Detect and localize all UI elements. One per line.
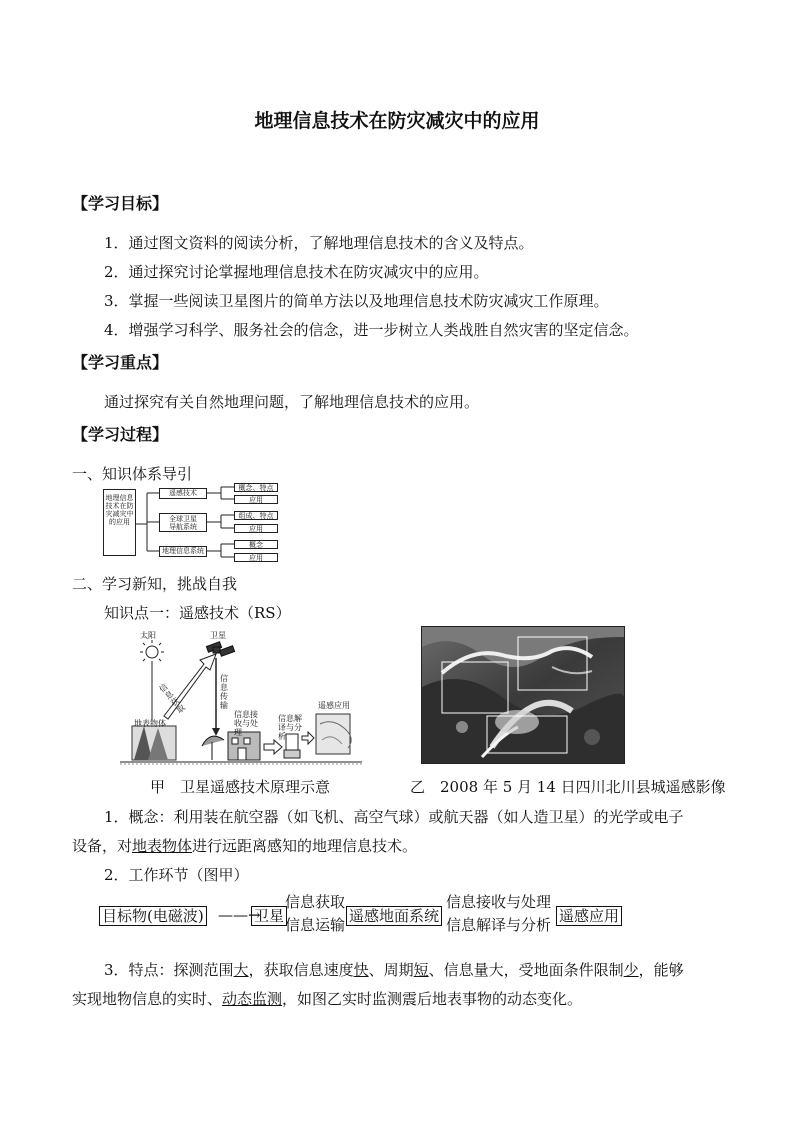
label-transmit: 信息传输 xyxy=(220,674,228,710)
knowledge-mindmap xyxy=(103,484,279,564)
workflow-ground-system: 遥感地面系统 xyxy=(346,906,442,926)
mindmap-leaf: 组成、特点 xyxy=(234,511,278,520)
goal-item: 2．通过探究讨论掌握地理信息技术在防灾减灾中的应用。 xyxy=(104,263,489,281)
mindmap-branch: 全球卫星导航系统 xyxy=(159,513,207,532)
part1-heading: 一、知识体系导引 xyxy=(72,465,193,483)
focus-heading: 【学习重点】 xyxy=(72,353,169,372)
mindmap-branch: 地理信息系统 xyxy=(159,546,207,557)
label-satellite: 卫星 xyxy=(210,631,226,640)
goal-item: 3．掌握一些阅读卫星图片的简单方法以及地理信息技术防灾减灾工作原理。 xyxy=(104,292,609,310)
mindmap-leaf: 应用 xyxy=(234,553,278,562)
label-acquire: 信息获取 xyxy=(157,682,187,716)
workflow-target: 目标物(电磁波) xyxy=(99,906,207,926)
workflow-receive: 信息接收与处理 xyxy=(446,893,552,911)
concept-line1: 1．概念：利用装在航空器（如飞机、高空气球）或航天器（如人造卫星）的光学或电子 xyxy=(104,808,684,826)
figure-a-caption: 甲 卫星遥感技术原理示意 xyxy=(150,778,331,796)
figure-a-diagram xyxy=(112,628,372,766)
features-line2: 实现地物信息的实时、动态监测，如图乙实时监测震后地表事物的动态变化。 xyxy=(72,990,583,1008)
goal-item: 4．增强学习科学、服务社会的信念，进一步树立人类战胜自然灾害的坚定信念。 xyxy=(104,321,639,339)
goals-heading: 【学习目标】 xyxy=(72,194,169,213)
concept-line2: 设备，对地表物体进行远距离感知的地理信息技术。 xyxy=(72,837,418,855)
mindmap-leaf: 概念、特点 xyxy=(234,483,278,492)
page-title: 地理信息技术在防灾减灾中的应用 xyxy=(254,110,540,132)
knowledge-point-heading: 知识点一：遥感技术（RS） xyxy=(104,604,291,622)
figure-b-satellite-image xyxy=(421,626,625,764)
workflow-heading: 2．工作环节（图甲） xyxy=(104,866,249,884)
part2-heading: 二、学习新知，挑战自我 xyxy=(72,575,238,593)
process-heading: 【学习过程】 xyxy=(72,425,169,444)
workflow-transmit: 信息运输 xyxy=(285,916,346,934)
label-object: 地表物体 xyxy=(134,719,166,728)
figure-b-caption: 乙 2008 年 5 月 14 日四川北川县城遥感影像 xyxy=(410,778,726,796)
workflow-acquire: 信息获取 xyxy=(285,893,346,911)
workflow-application: 遥感应用 xyxy=(556,906,622,926)
mindmap-leaf: 概念 xyxy=(234,540,278,549)
workflow-satellite: 卫星 xyxy=(251,906,287,926)
sun-icon xyxy=(140,640,164,664)
label-application: 遥感应用 xyxy=(318,701,350,710)
goal-item: 1．通过图文资料的阅读分析，了解地理信息技术的含义及特点。 xyxy=(104,234,534,252)
workflow-interpret: 信息解译与分析 xyxy=(446,916,552,934)
label-receive: 信息接收与处理 xyxy=(234,710,258,737)
satellite-image xyxy=(422,627,624,763)
figure-a-graphic xyxy=(112,628,372,766)
concept-underline: 地表物体 xyxy=(132,837,193,855)
satellite-icon xyxy=(206,642,234,656)
mindmap-leaf: 应用 xyxy=(234,524,278,533)
mindmap-branch: 遥感技术 xyxy=(159,488,207,499)
workflow-arrow: ——→ xyxy=(218,906,261,924)
label-interpret: 信息解译与分析 xyxy=(278,714,302,741)
mindmap-root: 地理信息技术在防灾减灾中的应用 xyxy=(103,489,136,556)
label-sun: 太阳 xyxy=(140,631,156,640)
focus-text: 通过探究有关自然地理问题，了解地理信息技术的应用。 xyxy=(104,393,480,411)
mindmap-leaf: 应用 xyxy=(234,495,278,504)
features-line1: 3．特点：探测范围大，获取信息速度快、周期短、信息量大，受地面条件限制少，能够 xyxy=(104,961,684,979)
